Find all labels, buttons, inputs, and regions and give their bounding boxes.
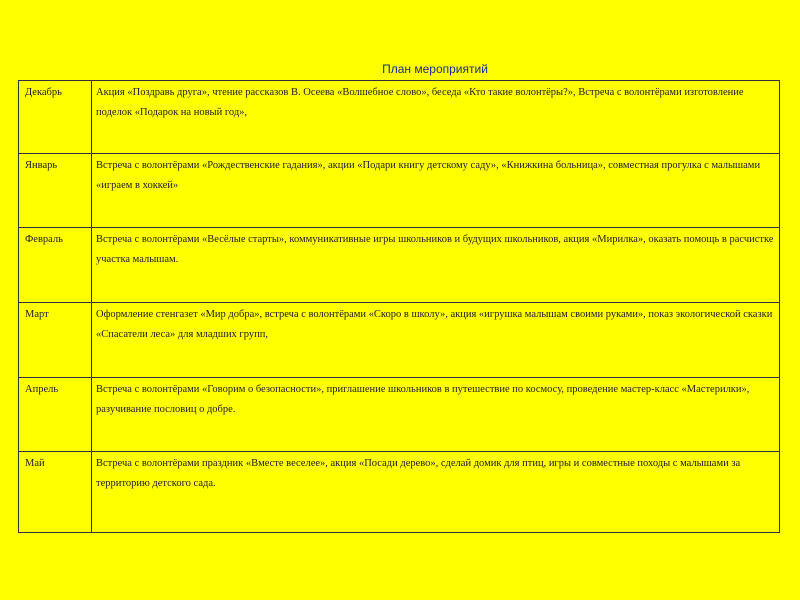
activities-cell: Оформление стенгазет «Мир добра», встреча с волонтёрами «Скоро в школу», акция «игрушка малышам своими руками», показ экологической сказки «Спасатели леса» для младших групп,	[92, 303, 780, 378]
activities-cell: Акция «Поздравь друга», чтение рассказов В. Осеева «Волшебное слово», беседа «Кто такие волонтёры?», Встреча с волонтёрами изготовление поделок «Подарок на новый год»,	[92, 81, 780, 154]
events-table	[18, 80, 780, 533]
month-cell: Февраль	[19, 228, 92, 303]
month-cell: Май	[19, 452, 92, 533]
page-title: План мероприятий	[382, 62, 488, 76]
month-cell: Март	[19, 303, 92, 378]
month-cell: Декабрь	[19, 81, 92, 154]
table-row	[19, 378, 780, 452]
table-row	[19, 228, 780, 303]
activities-cell: Встреча с волонтёрами «Говорим о безопасности», приглашение школьников в путешествие по космосу, проведение мастер-класс «Мастерилки», разучивание пословиц о добре.	[92, 378, 780, 452]
table-row	[19, 81, 780, 154]
table-row	[19, 452, 780, 533]
activities-cell: Встреча с волонтёрами «Весёлые старты», коммуникативные игры школьников и будущих школьников, акция «Мирилка», оказать помощь в расчистке участка малышам.	[92, 228, 780, 303]
table-row	[19, 154, 780, 228]
activities-cell: Встреча с волонтёрами праздник «Вместе веселее», акция «Посади дерево», сделай домик для птиц, игры и совместные походы с малышами за территорию детского сада.	[92, 452, 780, 533]
month-cell: Апрель	[19, 378, 92, 452]
activities-cell: Встреча с волонтёрами «Рождественские гадания», акции «Подари книгу детскому саду», «Книжкина больница», совместная прогулка с малышами «играем в хоккей»	[92, 154, 780, 228]
month-cell: Январь	[19, 154, 92, 228]
table-row	[19, 303, 780, 378]
